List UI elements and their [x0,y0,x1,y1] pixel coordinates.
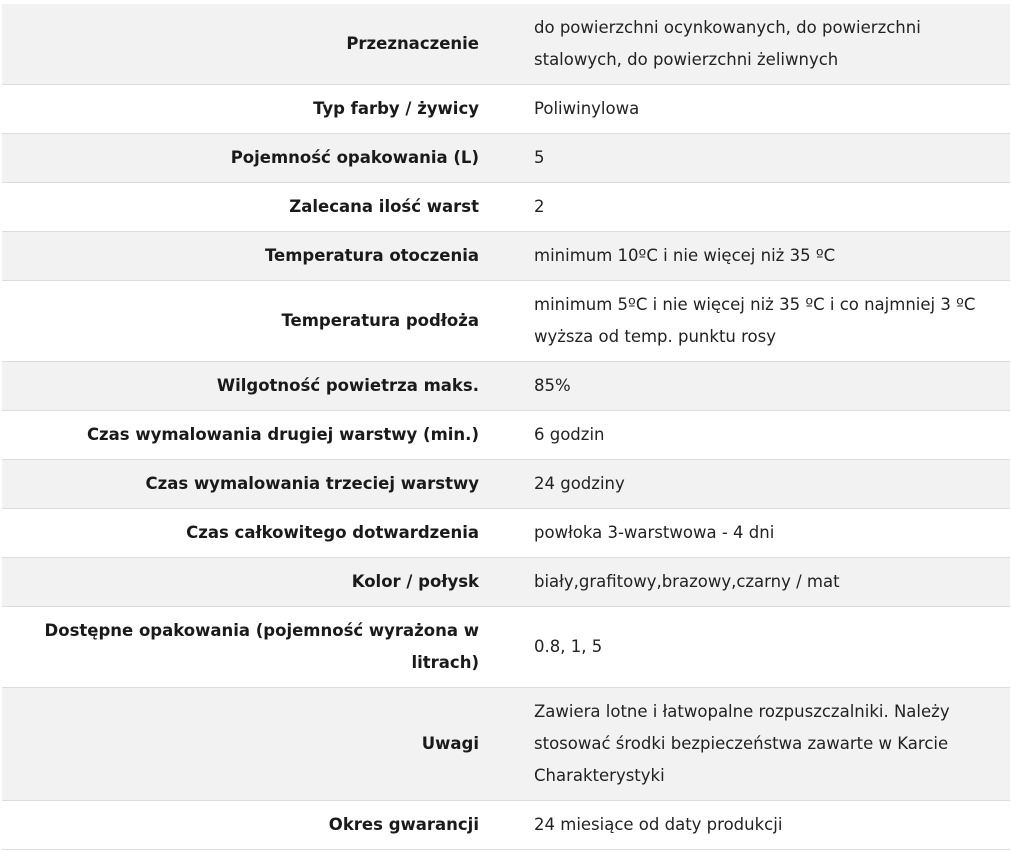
spec-gap [479,362,534,411]
spec-value: 6 godzin [534,411,1010,460]
spec-label: Kolor / połysk [2,558,479,607]
spec-gap [479,85,534,134]
spec-row-temperatura-otoczenia [2,232,1010,281]
spec-gap [479,134,534,183]
spec-label: Temperatura otoczenia [2,232,479,281]
spec-value: 24 godziny [534,460,1010,509]
spec-label: Okres gwarancji [2,801,479,850]
spec-row-temperatura-podloza [2,281,1010,362]
spec-row-uwagi [2,688,1010,801]
spec-value: 24 miesiące od daty produkcji [534,801,1010,850]
spec-row-wilgotnosc [2,362,1010,411]
spec-gap [479,183,534,232]
spec-gap [479,232,534,281]
spec-row-druga-warstwa [2,411,1010,460]
spec-value: powłoka 3-warstwowa - 4 dni [534,509,1010,558]
spec-gap [479,801,534,850]
spec-value: 85% [534,362,1010,411]
spec-gap [479,411,534,460]
spec-row-kolor [2,558,1010,607]
spec-row-trzecia-warstwa [2,460,1010,509]
spec-label: Uwagi [2,688,479,801]
spec-row-typ-farby [2,85,1010,134]
spec-row-pojemnosc [2,134,1010,183]
spec-gap [479,281,534,362]
spec-gap [479,460,534,509]
specification-rows [2,4,1010,850]
spec-value: do powierzchni ocynkowanych, do powierzchni stalowych, do powierzchni żeliwnych [534,4,1010,85]
spec-gap [479,4,534,85]
spec-label: Zalecana ilość warst [2,183,479,232]
spec-value: 2 [534,183,1010,232]
spec-label: Dostępne opakowania (pojemność wyrażona w litrach) [2,607,479,688]
spec-value: minimum 10ºC i nie więcej niż 35 ºC [534,232,1010,281]
spec-label: Temperatura podłoża [2,281,479,362]
spec-gap [479,558,534,607]
spec-label: Czas całkowitego dotwardzenia [2,509,479,558]
specification-table [2,4,1010,850]
spec-value: Zawiera lotne i łatwopalne rozpuszczalniki. Należy stosować środki bezpieczeństwa zawarte w Karcie Charakterystyki [534,688,1010,801]
spec-row-gwarancja [2,801,1010,850]
spec-label: Czas wymalowania drugiej warstwy (min.) [2,411,479,460]
spec-label: Typ farby / żywicy [2,85,479,134]
spec-value: biały,grafitowy,brazowy,czarny / mat [534,558,1010,607]
spec-value: 5 [534,134,1010,183]
spec-row-dotwardzenie [2,509,1010,558]
spec-label: Wilgotność powietrza maks. [2,362,479,411]
spec-row-przeznaczenie [2,4,1010,85]
spec-label: Czas wymalowania trzeciej warstwy [2,460,479,509]
spec-value: 0.8, 1, 5 [534,607,1010,688]
spec-gap [479,509,534,558]
spec-value: Poliwinylowa [534,85,1010,134]
spec-gap [479,688,534,801]
spec-label: Pojemność opakowania (L) [2,134,479,183]
spec-row-opakowania [2,607,1010,688]
spec-row-ilosc-warstw [2,183,1010,232]
spec-value: minimum 5ºC i nie więcej niż 35 ºC i co najmniej 3 ºC wyższa od temp. punktu rosy [534,281,1010,362]
spec-gap [479,607,534,688]
spec-label: Przeznaczenie [2,4,479,85]
